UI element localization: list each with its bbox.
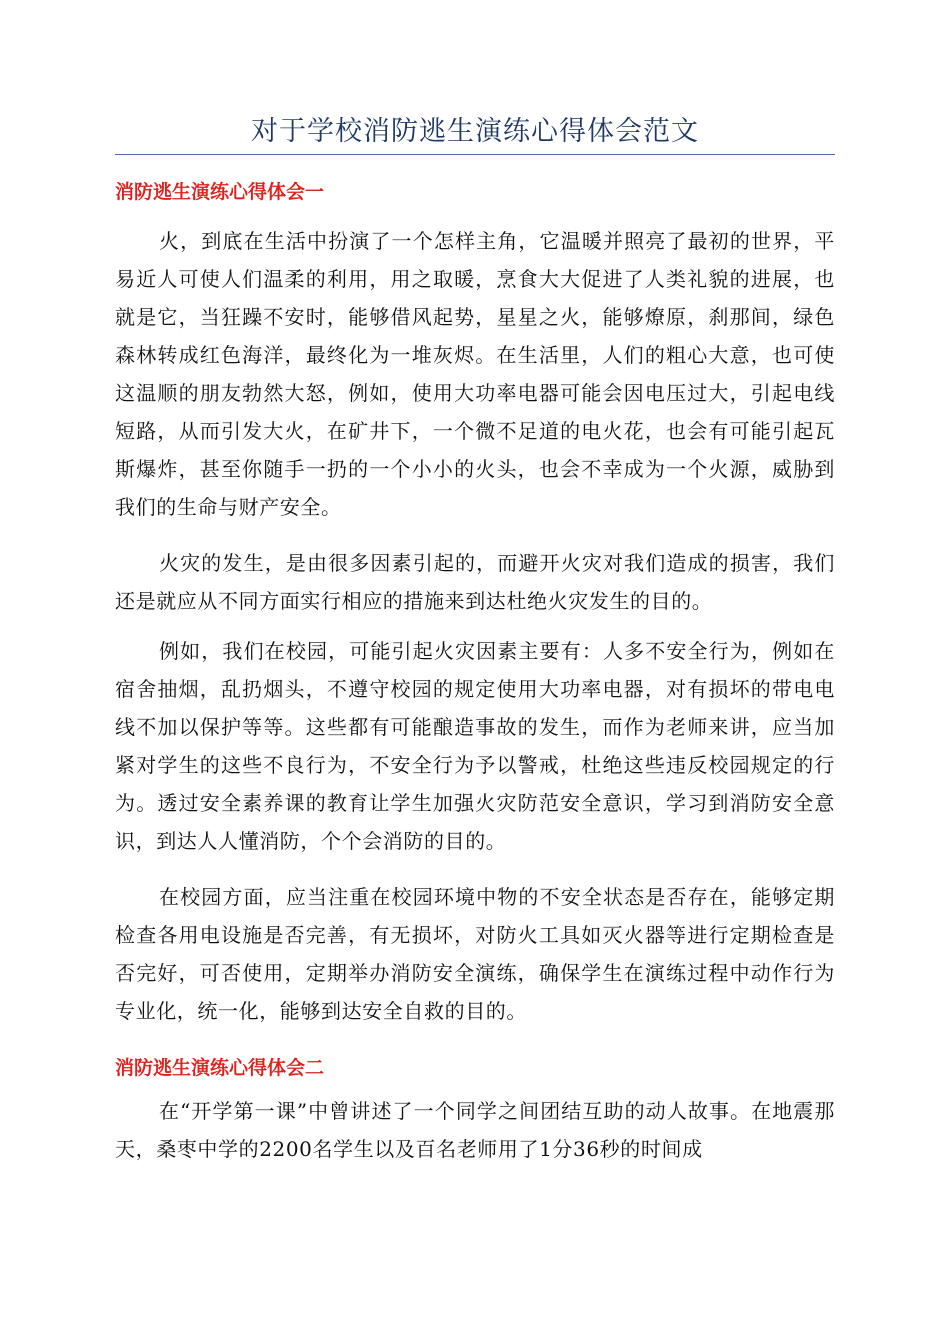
paragraph-1-2: 火灾的发生，是由很多因素引起的，而避开火灾对我们造成的损害，我们还是就应从不同方面实行相应的措施来到达杜绝火灾发生的目的。 bbox=[115, 551, 835, 613]
paragraph-1-4: 在校园方面，应当注重在校园环境中物的不安全状态是否存在，能够定期检查各用电设施是否完善，有无损坏，对防火工具如灭火器等进行定期检查是否完好，可否使用，定期举办消防安全演练，确保学生在演练过程中动作行为专业化，统一化，能够到达安全自救的目的。 bbox=[115, 885, 835, 1023]
section-heading-1: 消防逃生演练心得体会一 bbox=[115, 181, 325, 203]
title-underline bbox=[115, 154, 835, 155]
paragraph-1-1: 火，到底在生活中扮演了一个怎样主角，它温暖并照亮了最初的世界，平易近人可使人们温柔的利用，用之取暖，烹食大大促进了人类礼貌的进展，也就是它，当狂躁不安时，能够借风起势，星星之火，能够燎原，刹那间，绿色森林转成红色海洋，最终化为一堆灰烬。在生活里，人们的粗心大意，也可使这温顺的朋友勃然大怒，例如，使用大功率电器可能会因电压过大，引起电线短路，从而引发大火，在矿井下，一个微不足道的电火花，也会有可能引起瓦斯爆炸，甚至你随手一扔的一个小小的火头，也会不幸成为一个火源，威胁到我们的生命与财产安全。 bbox=[115, 229, 835, 519]
paragraph-2-1: 在“开学第一课”中曾讲述了一个同学之间团结互助的动人故事。在地震那天，桑枣中学的2200名学生以及百名老师用了1分36秒的时间成 bbox=[115, 1099, 835, 1161]
document-title: 对于学校消防逃生演练心得体会范文 bbox=[251, 116, 699, 147]
paragraph-1-3: 例如，我们在校园，可能引起火灾因素主要有：人多不安全行为，例如在宿舍抽烟，乱扔烟头，不遵守校园的规定使用大功率电器，对有损坏的带电电线不加以保护等等。这些都有可能酿造事故的发生，而作为老师来讲，应当加紧对学生的这些不良行为，不安全行为予以警戒，杜绝这些违反校园规定的行为。透过安全素养课的教育让学生加强火灾防范安全意识，学习到消防安全意识，到达人人懂消防，个个会消防的目的。 bbox=[115, 639, 835, 853]
section-heading-2: 消防逃生演练心得体会二 bbox=[115, 1057, 325, 1079]
